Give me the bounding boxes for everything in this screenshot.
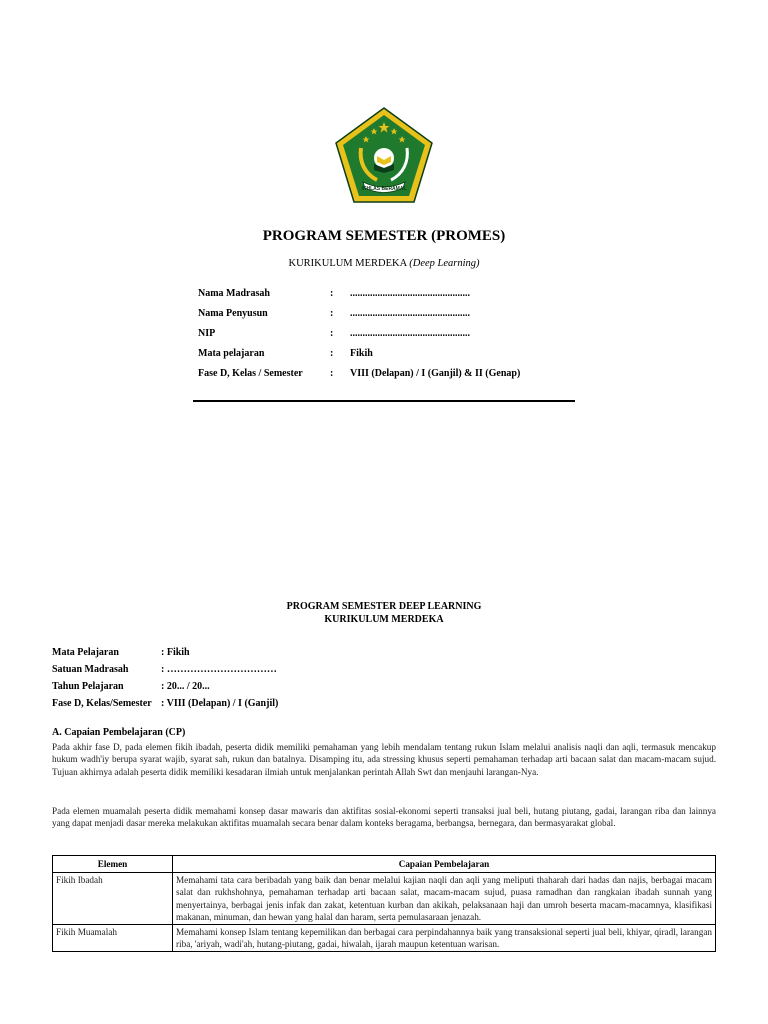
field-value: ................................................ <box>350 288 470 299</box>
program-field-row <box>52 664 278 681</box>
field-value: : Fikih <box>161 647 190 658</box>
column-header-elemen: Elemen <box>53 856 173 873</box>
cover-field-row <box>198 328 520 348</box>
field-value: VIII (Delapan) / I (Ganjil) & II (Genap) <box>350 368 521 379</box>
field-separator: : <box>330 308 334 319</box>
field-separator: : <box>330 288 334 299</box>
elemen-cell: Fikih Muamalah <box>53 925 173 952</box>
program-title-line2: KURIKULUM MERDEKA <box>324 614 444 625</box>
subtitle-prefix: KURIKULUM MERDEKA <box>288 258 407 269</box>
table-row <box>53 873 716 925</box>
field-value: Fikih <box>350 348 373 359</box>
table-header-row <box>53 856 716 873</box>
field-value: : 20... / 20... <box>161 681 210 692</box>
elemen-cell: Fikih Ibadah <box>53 873 173 925</box>
table-row <box>53 925 716 952</box>
cover-field-row <box>198 348 520 368</box>
field-separator: : <box>330 348 334 359</box>
field-label: Nama Madrasah <box>198 288 270 299</box>
capaian-table <box>52 855 716 952</box>
subtitle-italic: (Deep Learning) <box>409 258 480 269</box>
field-label: Fase D, Kelas / Semester <box>198 368 303 379</box>
program-field-row <box>52 647 278 664</box>
section-a-heading: A. Capaian Pembelajaran (CP) <box>52 727 186 738</box>
program-title-line1: PROGRAM SEMESTER DEEP LEARNING <box>286 601 482 612</box>
field-label: Satuan Madrasah <box>52 664 129 675</box>
capaian-cell: Memahami konsep Islam tentang kepemilikan dan berbagai cara perpindahannya baik yang transaksional seperti jual beli, khiyar, qiradl, larangan riba, 'ariyah, wadi'ah, hutang-piutang, gadai, hiwalah, ijarah maupun ketentuan warisan. <box>173 925 716 952</box>
field-label: Tahun Pelajaran <box>52 681 124 692</box>
field-label: NIP <box>198 328 216 339</box>
page-subtitle <box>0 258 768 269</box>
cp-paragraph-muamalah: Pada elemen muamalah peserta didik memahami konsep dasar mawaris dan aktifitas sosial-ekonomi seperti transaksi jual beli, hutang piutang, gadai, larangan riba dan lainnya yang dapat menjadi dasar mereka melakukan aktifitas muamalah secara benar dalam konteks beragama, berbangsa, bernegara, dan bermasyarakat global. <box>52 806 716 829</box>
field-separator: : <box>330 368 334 379</box>
page-title: PROGRAM SEMESTER (PROMES) <box>262 228 506 244</box>
field-label: Mata pelajaran <box>198 348 265 359</box>
cover-info <box>198 288 520 388</box>
field-label: Nama Penyusun <box>198 308 268 319</box>
field-value: ................................................ <box>350 308 470 319</box>
cover-field-row <box>198 368 520 388</box>
program-field-row <box>52 698 278 715</box>
cover-field-row <box>198 308 520 328</box>
field-label: Mata Pelajaran <box>52 647 119 658</box>
column-header-capaian: Capaian Pembelajaran <box>173 856 716 873</box>
logo-banner-text: IKHLAS BERAMAL <box>361 186 407 192</box>
field-value: ................................................ <box>350 328 470 339</box>
capaian-cell: Memahami tata cara beribadah yang baik dan benar melalui kajian naqli dan aqli yang meliputi thaharah dari hadas dan najis, berbagai macam salat dan rukhshohnya, pemahaman terhadap arti bacaan salat, macam-macam sujud, puasa ramadhan dan rangkaian ibadah sunnah yang menyertainya, berbagai jenis infak dan zakat, ketentuan kurban dan akikah, pelaksanaan haji dan umroh beserta macam-macamnya, klasifikasi makanan, minuman, dan hewan yang halal dan haram, serta pemulasaraan jenazah. <box>173 873 716 925</box>
cover-field-row <box>198 288 520 308</box>
field-value: : VIII (Delapan) / I (Ganjil) <box>161 698 279 709</box>
field-separator: : <box>330 328 334 339</box>
field-value: : …………………………… <box>161 664 277 675</box>
program-info <box>52 647 278 715</box>
program-field-row <box>52 681 278 698</box>
field-label: Fase D, Kelas/Semester <box>52 698 152 709</box>
program-title <box>0 600 768 626</box>
divider-line <box>193 400 575 402</box>
kementerian-agama-logo <box>333 106 435 206</box>
cp-paragraph-ibadah: Pada akhir fase D, pada elemen fikih ibadah, peserta didik memiliki pemahaman yang lebih mendalam tentang rukun Islam melalui analisis naqli dan aqli, termasuk mencakup hukum wadh'iy berupa syarat wajib, syarat sah, rukun dan batalnya. Disamping itu, ada stressing khusus seperti pemahaman terhadap arti bacaan salat dan macam-macam sujud. Tujuan akhirnya adalah peserta didik memiliki kesadaran ilmiah untuk menjalankan perintah Allah Swt dan menjauhi larangan-Nya. <box>52 742 716 777</box>
